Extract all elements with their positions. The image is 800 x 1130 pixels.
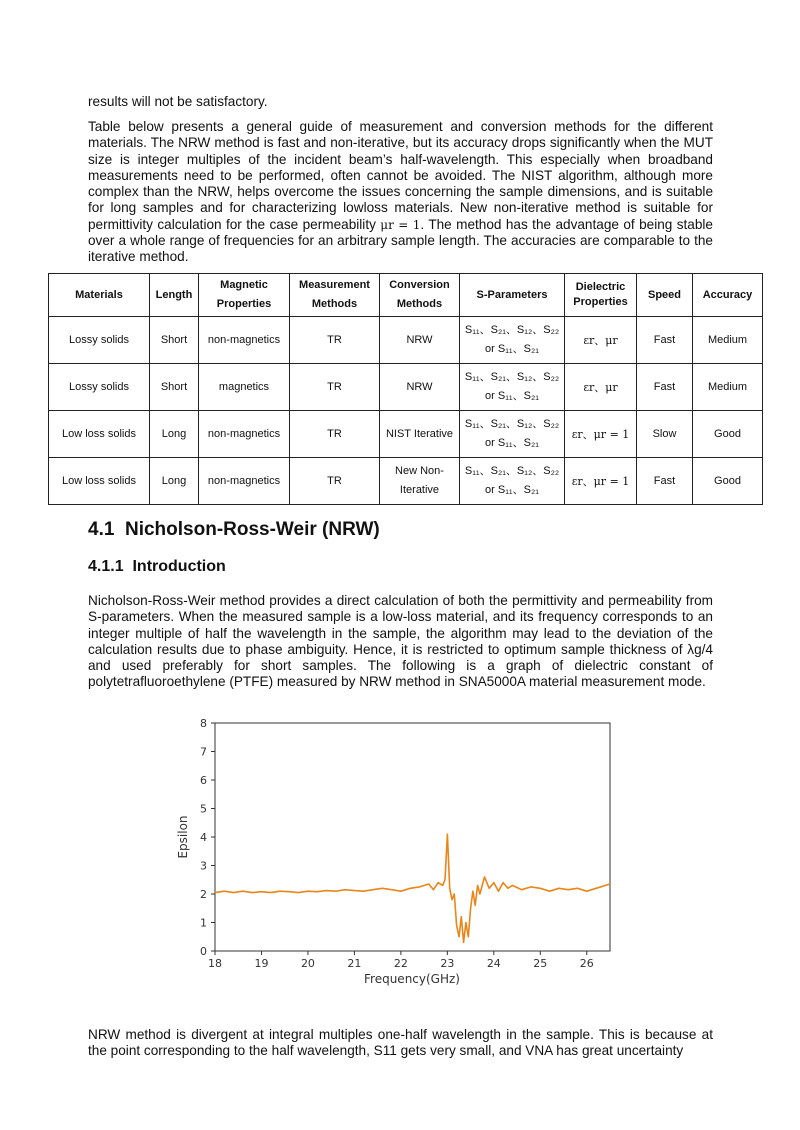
cell-accuracy: Good — [693, 411, 763, 458]
subsection-number: 4.1.1 — [88, 558, 124, 575]
cell-conversion: NRW — [380, 317, 460, 364]
y-tick-label: 0 — [200, 945, 207, 958]
y-axis-label: Epsilon — [176, 815, 190, 859]
x-tick-label: 25 — [533, 957, 548, 970]
cell-length: Short — [150, 317, 199, 364]
cell-dielectric: εr、μr — [565, 364, 637, 411]
y-tick-label: 6 — [200, 774, 207, 787]
subsection-heading — [88, 558, 226, 576]
intro-line: results will not be satisfactory. — [88, 94, 268, 109]
cell-materials: Lossy solids — [49, 364, 150, 411]
x-tick-label: 21 — [347, 957, 362, 970]
cell-magnetic: non-magnetics — [199, 411, 290, 458]
x-tick-label: 19 — [254, 957, 269, 970]
guide-paragraph-text-a: Table below presents a general guide of measurement and conversion methods for the different materials. The NRW method is fast and non-iterative, but its accuracy drops significantly when the MUT size is integer multiples of the incident beam’s half-wavelength. This especially when broadband measurements need to be performed, often cannot be avoided. The NIST algorithm, although more complex than the NRW, helps overcome the issues concerning the sample dimensions, and is suitable for long samples and for characterizing lowloss materials. New non-iterative method is suitable for permittivity calculation for the case permeability — [88, 119, 713, 232]
y-axis-ticks — [200, 717, 215, 958]
epsilon-series-line — [215, 834, 610, 942]
s-parameters-line-1: S₁₁、S₂₁、S₁₂、S₂₂ — [464, 465, 560, 477]
cell-dielectric: εr、μr — [565, 317, 637, 364]
cell-speed: Fast — [637, 458, 693, 505]
s-parameters-line-2: or S₁₁、S₂₁ — [485, 484, 539, 496]
cell-s-parameters — [460, 458, 565, 505]
subsection-title: Introduction — [132, 558, 226, 575]
header-accuracy: Accuracy — [693, 274, 763, 317]
s-parameters-line-1: S₁₁、S₂₁、S₁₂、S₂₂ — [464, 418, 560, 430]
section-number: 4.1 — [88, 519, 115, 540]
x-tick-label: 24 — [486, 957, 501, 970]
s-parameters-line-2: or S₁₁、S₂₁ — [485, 343, 539, 355]
cell-measurement: TR — [290, 411, 380, 458]
section-heading — [88, 519, 380, 541]
s-parameters-line-2: or S₁₁、S₂₁ — [485, 390, 539, 402]
x-tick-label: 20 — [300, 957, 315, 970]
table-row — [49, 317, 763, 364]
table-header-row — [49, 274, 763, 317]
x-tick-label: 26 — [579, 957, 594, 970]
y-tick-label: 2 — [200, 888, 207, 901]
cell-length: Long — [150, 411, 199, 458]
table-row — [49, 458, 763, 505]
cell-measurement: TR — [290, 364, 380, 411]
y-tick-label: 4 — [200, 831, 207, 844]
cell-length: Long — [150, 458, 199, 505]
s-parameters-line-1: S₁₁、S₂₁、S₁₂、S₂₂ — [464, 371, 560, 383]
x-axis-label: Frequency(GHz) — [364, 972, 460, 986]
header-speed: Speed — [637, 274, 693, 317]
cell-length: Short — [150, 364, 199, 411]
header-magnetic-properties: Magnetic Properties — [199, 274, 290, 317]
permeability-expression: μr = 1 — [380, 217, 421, 232]
header-s-parameters: S-Parameters — [460, 274, 565, 317]
cell-accuracy: Medium — [693, 317, 763, 364]
cell-s-parameters — [460, 364, 565, 411]
guide-paragraph-text-b: . The method has the advantage of being stable over a whole range of frequencies for an arbitrary sample length. The accuracies are comparable to the iterative method. — [88, 216, 713, 265]
y-tick-label: 8 — [200, 717, 207, 730]
cell-s-parameters — [460, 317, 565, 364]
plot-frame — [215, 723, 610, 951]
table-row — [49, 364, 763, 411]
cell-conversion: New Non-Iterative — [380, 458, 460, 505]
cell-speed: Fast — [637, 364, 693, 411]
cell-conversion: NIST Iterative — [380, 411, 460, 458]
header-dielectric-properties: Dielectric Properties — [565, 274, 637, 317]
table-row — [49, 411, 763, 458]
x-tick-label: 23 — [440, 957, 455, 970]
cell-accuracy: Medium — [693, 364, 763, 411]
cell-materials: Low loss solids — [49, 458, 150, 505]
y-tick-label: 3 — [200, 859, 207, 873]
header-measurement-methods: Measurement Methods — [290, 274, 380, 317]
cell-conversion: NRW — [380, 364, 460, 411]
s-parameters-line-1: S₁₁、S₂₁、S₁₂、S₂₂ — [464, 324, 560, 336]
cell-accuracy: Good — [693, 458, 763, 505]
x-axis-ticks — [208, 951, 594, 970]
x-tick-label: 18 — [208, 957, 222, 970]
cell-magnetic: magnetics — [199, 364, 290, 411]
cell-measurement: TR — [290, 458, 380, 505]
cell-dielectric: εr、μr = 1 — [565, 458, 637, 505]
cell-s-parameters — [460, 411, 565, 458]
header-materials: Materials — [49, 274, 150, 317]
closing-paragraph: NRW method is divergent at integral multiples one-half wavelength in the sample. This is because at the point corresponding to the half wavelength, S11 gets very small, and VNA has great uncertainty — [88, 1027, 713, 1059]
epsilon-frequency-chart — [172, 712, 620, 988]
cell-materials: Low loss solids — [49, 411, 150, 458]
nrw-paragraph: Nicholson-Ross-Weir method provides a direct calculation of both the permittivity and permeability from S-parameters. When the measured sample is a low-loss material, and its frequency corresponds to an integer multiple of half the wavelength in the sample, the algorithm may lead to the deviation of the calculation results due to phase ambiguity. Hence, it is restricted to optimum sample thickness of λg/4 and used preferably for short samples. The following is a graph of dielectric constant of polytetrafluoroethylene (PTFE) measured by NRW method in SNA5000A material measurement mode. — [88, 593, 713, 690]
guide-paragraph — [88, 119, 713, 266]
cell-magnetic: non-magnetics — [199, 317, 290, 364]
cell-dielectric: εr、μr = 1 — [565, 411, 637, 458]
cell-materials: Lossy solids — [49, 317, 150, 364]
s-parameters-line-2: or S₁₁、S₂₁ — [485, 437, 539, 449]
y-tick-label: 5 — [200, 802, 207, 816]
header-length: Length — [150, 274, 199, 317]
cell-speed: Fast — [637, 317, 693, 364]
cell-speed: Slow — [637, 411, 693, 458]
header-conversion-methods: Conversion Methods — [380, 274, 460, 317]
x-tick-label: 22 — [393, 957, 408, 970]
y-tick-label: 1 — [200, 916, 207, 930]
measurement-guide-table — [48, 273, 763, 505]
cell-magnetic: non-magnetics — [199, 458, 290, 505]
y-tick-label: 7 — [200, 745, 207, 759]
section-title: Nicholson-Ross-Weir (NRW) — [124, 519, 380, 540]
cell-measurement: TR — [290, 317, 380, 364]
